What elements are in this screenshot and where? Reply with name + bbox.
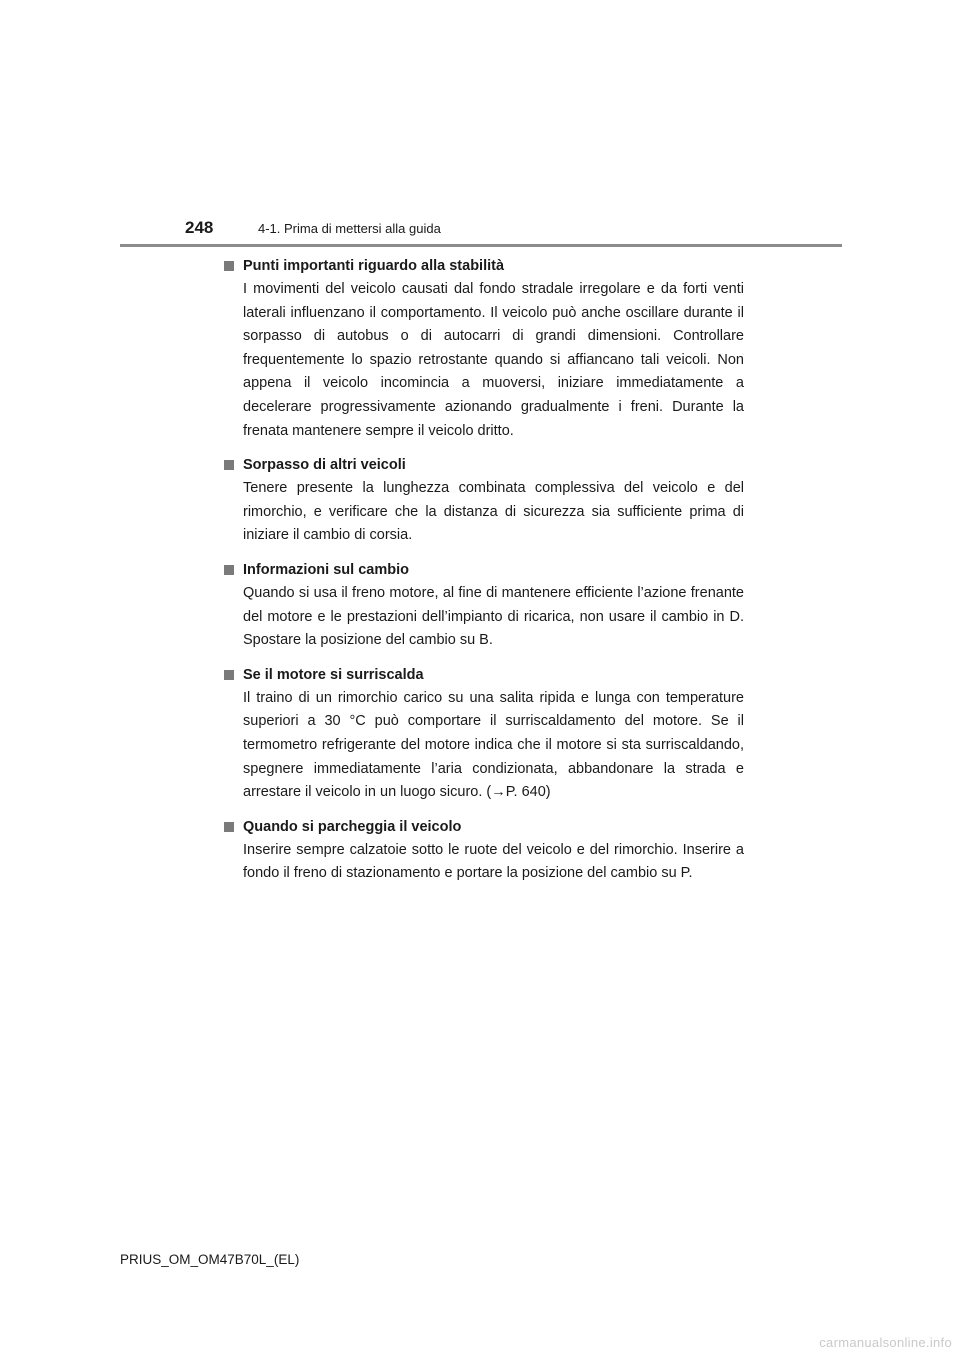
section-parking [222,815,744,886]
watermark: carmanualsonline.info [819,1335,952,1350]
section-body: Quando si usa il freno motore, al fine di mantenere efficiente l’azione frenante del motore e le prestazioni dell’impianto di ricarica, non usare il cambio in D. Spostare la posizione del cambio su B. [243,584,744,649]
document-code: PRIUS_OM_OM47B70L_(EL) [120,1252,300,1267]
section-body: Inserire sempre calzatoie sotto le ruote del veicolo e del rimorchio. Inserire a fondo il freno di stazionamento e portare la posizione del cambio su P. [243,841,744,882]
section-transmission [222,558,744,653]
section-title: Quando si parcheggia il veicolo [243,818,462,835]
section-body: Il traino di un rimorchio carico su una salita ripida e lunga con temperature superiori a 30 °C può comportare il surriscaldamento del motore. Se il termometro refrigerante del motore indica che il motore si sta surriscaldando, spegnere immediatamente l’aria condizionata, abbandonare la strada e arrestare il veicolo in un luogo sicuro. (→P. 640) [243,689,744,801]
section-stability [222,254,744,443]
section-overtaking [222,453,744,548]
section-title: Punti importanti riguardo alla stabilità [243,258,505,274]
square-bullet-icon [224,460,234,470]
square-bullet-icon [224,670,234,680]
section-heading [222,558,744,582]
page-number: 248 [185,218,214,237]
running-header: 4-1. Prima di mettersi alla guida [258,221,441,236]
section-body: I movimenti del veicolo causati dal fondo stradale irregolare e da forti venti laterali influenzano il comportamento. Il veicolo può anche oscillare durante il sorpasso di autobus o di autocarri di grandi dimensioni. Controllare frequentemente lo spazio retrostante quando si affiancano tali veicoli. Non appena il veicolo incomincia a muoversi, iniziare immediatamente a decelerare progressivamente azionando gradualmente i freni. Durante la frenata mantenere sempre il veicolo dritto. [243,281,744,439]
square-bullet-icon [224,565,234,575]
page-content [222,254,744,896]
header-rule [120,244,842,247]
section-overheating [222,663,744,805]
section-heading [222,254,744,278]
square-bullet-icon [224,822,234,832]
section-heading [222,663,744,687]
square-bullet-icon [224,261,234,271]
section-heading [222,453,744,477]
section-title: Sorpasso di altri veicoli [243,457,406,474]
section-title: Informazioni sul cambio [243,561,409,578]
section-heading [222,815,744,839]
section-body: Tenere presente la lunghezza combinata complessiva del veicolo e del rimorchio, e verificare che la distanza di sicurezza sia sufficiente prima di iniziare il cambio di corsia. [243,480,744,544]
section-title: Se il motore si surriscalda [243,666,424,683]
